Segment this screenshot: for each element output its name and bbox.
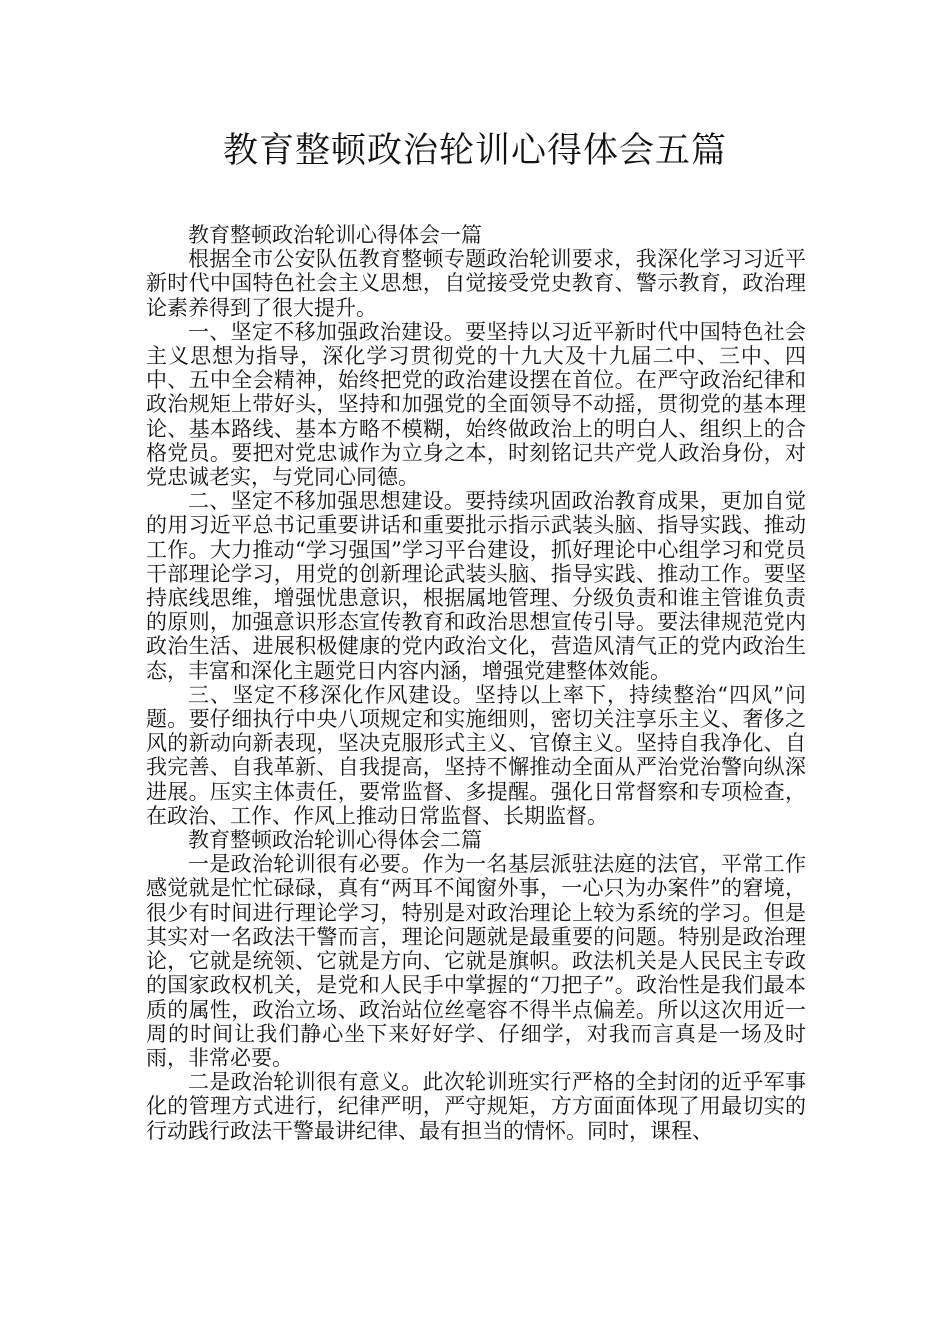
paragraph-significance: 二是政治轮训很有意义。此次轮训班实行严格的全封闭的近乎军事化的管理方式进行，纪律严明，严守规矩，方方面面体现了用最切实的行动践行政法干警最讲纪律、最有担当的情怀。同时，课程、 bbox=[146, 1070, 806, 1143]
paragraph-necessity: 一是政治轮训很有必要。作为一名基层派驻法庭的法官，平常工作感觉就是忙忙碌碌，真有“两耳不闻窗外事，一心只为办案件”的窘境，很少有时间进行理论学习，特别是对政治理论上较为系统的学习。但是其实对一名政法干警而言，理论问题就是最重要的问题。特别是政治理论，它就是统领、它就是方向、它就是旗帜。政法机关是人民民主专政的国家政权机关，是党和人民手中掌握的“刀把子”。政治性是我们最本质的属性，政治立场、政治站位丝毫容不得半点偏差。所以这次用近一周的时间让我们静心坐下来好好学、仔细学，对我而言真是一场及时雨，非常必要。 bbox=[146, 852, 806, 1070]
document-body bbox=[146, 223, 806, 1143]
paragraph-ideological-building: 二、坚定不移加强思想建设。要持续巩固政治教育成果，更加自觉的用习近平总书记重要讲话和重要批示指示武装头脑、指导实践、推动工作。大力推动“学习强国”学习平台建设，抓好理论中心组学习和党员干部理论学习，用党的创新理论武装头脑、指导实践、推动工作。要坚持底线思维，增强忧患意识，根据属地管理、分级负责和谁主管谁负责的原则，加强意识形态宣传教育和政治思想宣传引导。要法律规范党内政治生活、进展积极健康的党内政治文化，营造风清气正的党内政治生态，丰富和深化主题党日内容内涵，增强党建整体效能。 bbox=[146, 489, 806, 683]
paragraph-work-style: 三、坚定不移深化作风建设。坚持以上率下，持续整治“四风”问题。要仔细执行中央八项规定和实施细则，密切关注享乐主义、奢侈之风的新动向新表现，坚决克服形式主义、官僚主义。坚持自我净化、自我完善、自我革新、自我提高，坚持不懈推动全面从严治党治警向纵深进展。压实主体责任，要常监督、多提醒。强化日常督察和专项检查，在政治、工作、作风上推动日常监督、长期监督。 bbox=[146, 682, 806, 828]
paragraph-intro: 根据全市公安队伍教育整顿专题政治轮训要求，我深化学习习近平新时代中国特色社会主义思想，自觉接受党史教育、警示教育，政治理论素养得到了很大提升。 bbox=[146, 247, 806, 320]
section-heading-1: 教育整顿政治轮训心得体会一篇 bbox=[188, 223, 482, 247]
paragraph-political-building: 一、坚定不移加强政治建设。要坚持以习近平新时代中国特色社会主义思想为指导，深化学习贯彻党的十九大及十九届二中、三中、四中、五中全会精神，始终把党的政治建设摆在首位。在严守政治纪律和政治规矩上带好头，坚持和加强党的全面领导不动摇，贯彻党的基本理论、基本路线、基本方略不模糊，始终做政治上的明白人、组织上的合格党员。要把对党忠诚作为立身之本，时刻铭记共产党人政治身份，对党忠诚老实，与党同心同德。 bbox=[146, 319, 806, 490]
section-heading-2: 教育整顿政治轮训心得体会二篇 bbox=[188, 828, 482, 853]
document-title: 教育整顿政治轮训心得体会五篇 bbox=[222, 131, 727, 171]
